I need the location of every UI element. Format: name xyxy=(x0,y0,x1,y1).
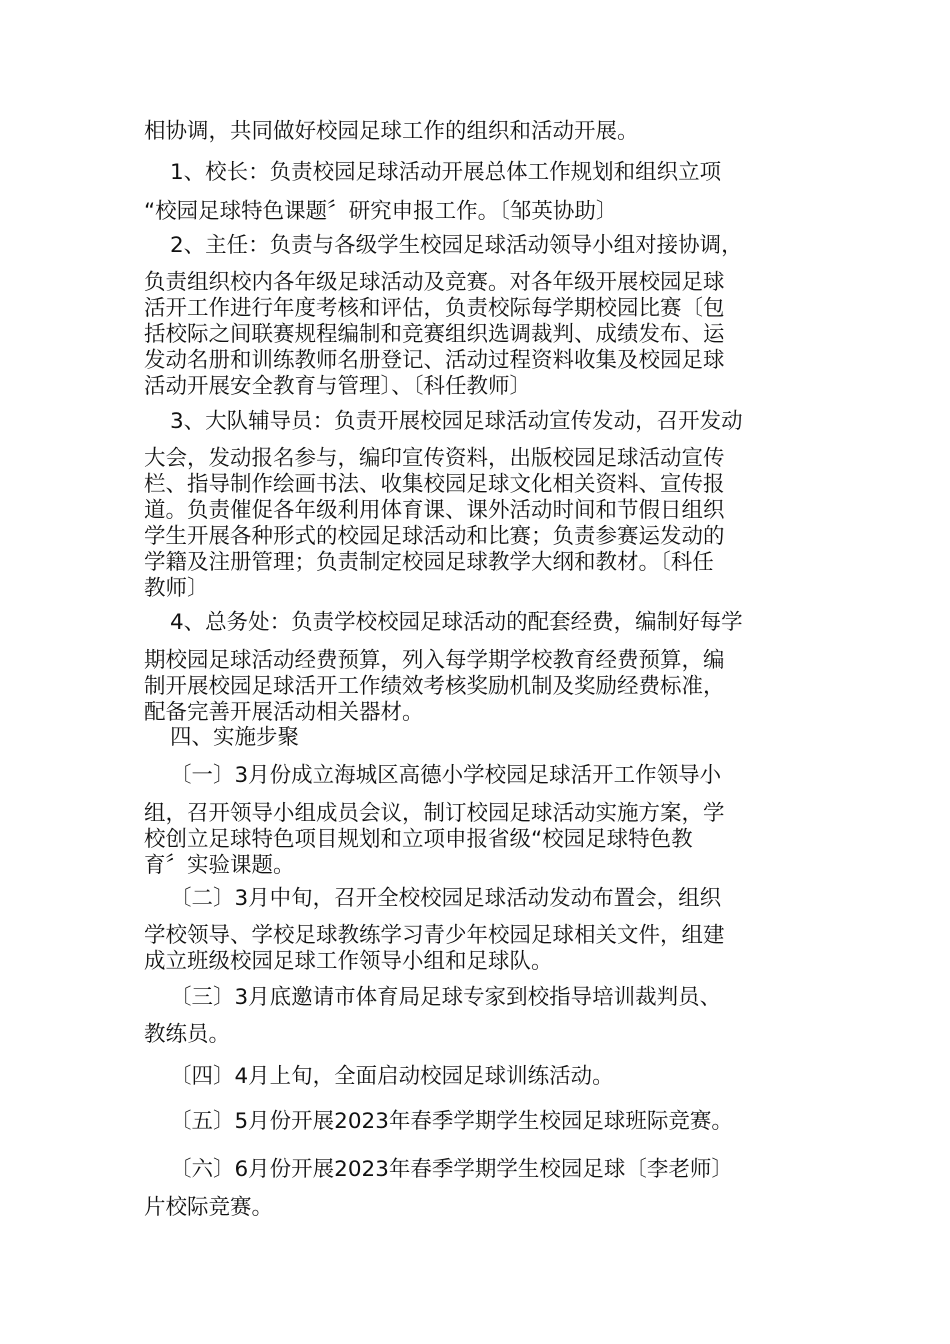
paragraph-line: 成立班级校园足球工作领导小组和足球队。 xyxy=(144,949,553,974)
paragraph-line: “校园足球特色课题〞研究申报工作。〔邹英协助〕 xyxy=(144,199,618,224)
paragraph-line: 学校领导、学校足球教练学习青少年校园足球相关文件，组建 xyxy=(144,923,725,948)
paragraph-line: 2、主任：负责与各级学生校园足球活动领导小组对接协调， xyxy=(170,233,743,258)
paragraph-line: 活动开展安全教育与管理〕、〔科任教师〕 xyxy=(144,374,532,399)
paragraph-line: 活开工作进行年度考核和评估，负责校际每学期校园比赛〔包 xyxy=(144,296,725,321)
paragraph-line: 校创立足球特色项目规划和立项申报省级“校园足球特色教 xyxy=(144,827,693,852)
paragraph-line: 大会，发动报名参与，编印宣传资料，出版校园足球活动宣传 xyxy=(144,446,725,471)
paragraph-line: 〔二〕3月中旬，召开全校校园足球活动发动布置会，组织 xyxy=(170,886,722,911)
paragraph-line: 教师〕 xyxy=(144,576,209,601)
paragraph-line: 3、大队辅导员：负责开展校园足球活动宣传发动，召开发动 xyxy=(170,409,743,434)
paragraph-line: 〔五〕5月份开展2023年春季学期学生校园足球班际竞赛。 xyxy=(170,1109,733,1134)
paragraph-line: 栏、指导制作绘画书法、收集校园足球文化相关资料、宣传报 xyxy=(144,472,725,497)
paragraph-line: 期校园足球活动经费预算，列入每学期学校教育经费预算，编 xyxy=(144,648,725,673)
paragraph-line: 〔六〕6月份开展2023年春季学期学生校园足球〔李老师〕 xyxy=(170,1157,733,1182)
paragraph-line: 学生开展各种形式的校园足球活动和比赛；负责参赛运发动的 xyxy=(144,524,725,549)
paragraph-line: 发动名册和训练教师名册登记、活动过程资料收集及校园足球 xyxy=(144,348,725,373)
paragraph-line: 〔一〕3月份成立海城区高德小学校园足球活开工作领导小 xyxy=(170,763,722,788)
paragraph-line: 括校际之间联赛规程编制和竞赛组织选调裁判、成绩发布、运 xyxy=(144,322,725,347)
paragraph-line: 相协调，共同做好校园足球工作的组织和活动开展。 xyxy=(144,119,639,144)
paragraph-line: 组，召开领导小组成员会议，制订校园足球活动实施方案，学 xyxy=(144,801,725,826)
paragraph-line: 育〞实验课题。 xyxy=(144,853,295,878)
paragraph-line: 学籍及注册管理；负责制定校园足球教学大纲和教材。〔科任 xyxy=(144,550,714,575)
section-heading: 四、实施步聚 xyxy=(170,725,300,750)
paragraph-line: 〔三〕3月底邀请市体育局足球专家到校指导培训裁判员、 xyxy=(170,985,722,1010)
paragraph-line: 制开展校园足球活开工作绩效考核奖励机制及奖励经费标准， xyxy=(144,674,725,699)
paragraph-line: 1、校长：负责校园足球活动开展总体工作规划和组织立项 xyxy=(170,160,722,185)
paragraph-line: 配备完善开展活动相关器材。 xyxy=(144,700,424,725)
paragraph-line: 4、总务处：负责学校校园足球活动的配套经费，编制好每学 xyxy=(170,610,743,635)
paragraph-line: 〔四〕4月上旬，全面启动校园足球训练活动。 xyxy=(170,1064,614,1089)
paragraph-line: 教练员。 xyxy=(144,1022,231,1047)
paragraph-line: 负责组织校内各年级足球活动及竞赛。对各年级开展校园足球 xyxy=(144,270,725,295)
paragraph-line: 片校际竞赛。 xyxy=(144,1195,274,1220)
paragraph-line: 道。负责催促各年级利用体育课、课外活动时间和节假日组织 xyxy=(144,498,725,523)
